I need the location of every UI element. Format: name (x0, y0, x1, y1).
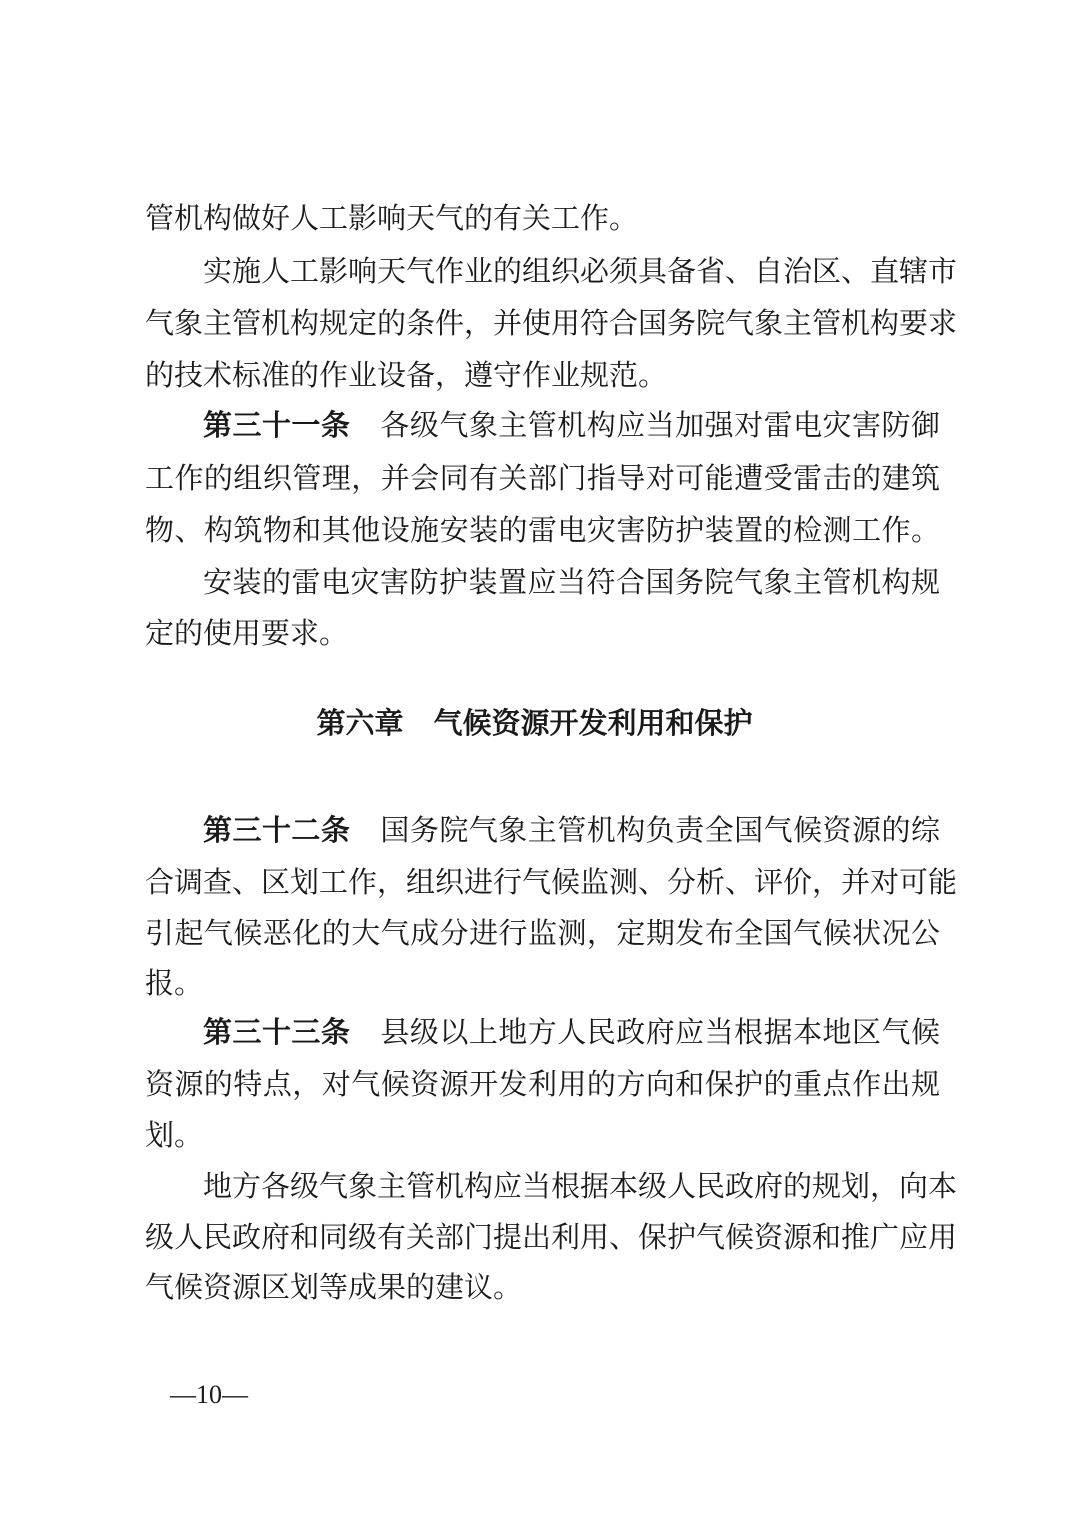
text-line: 引起气候恶化的大气成分进行监测，定期发布全国气候状况公 (145, 916, 940, 950)
page-number: —10— (170, 1380, 248, 1409)
chapter-heading (0, 703, 1069, 743)
text-line: 的技术标准的作业设备，遵守作业规范。 (145, 358, 668, 392)
text-line: 地方各级气象主管机构应当根据本级人民政府的规划，向本 (203, 1169, 958, 1203)
text-line: 气候资源区划等成果的建议。 (145, 1270, 523, 1304)
text-line: 合调查、区划工作，组织进行气候监测、分析、评价，并对可能 (145, 865, 958, 899)
article-33-line (203, 1012, 940, 1052)
text-line: 级人民政府和同级有关部门提出利用、保护气候资源和推广应用 (145, 1220, 958, 1254)
article-31-label: 第三十一条 (203, 408, 351, 442)
text-span: 县级以上地方人民政府应当根据本地区气候 (380, 1015, 940, 1049)
text-line: 安装的雷电灾害防护装置应当符合国务院气象主管机构规 (203, 565, 940, 599)
text-line: 报。 (145, 966, 204, 1000)
text-line: 物、构筑物和其他设施安装的雷电灾害防护装置的检测工作。 (145, 513, 940, 547)
text-line: 工作的组织管理，并会同有关部门指导对可能遭受雷击的建筑 (145, 461, 940, 495)
text-line: 定的使用要求。 (145, 616, 349, 650)
article-33-label: 第三十三条 (203, 1015, 351, 1049)
article-32-label: 第三十二条 (203, 813, 351, 847)
text-span: 国务院气象主管机构负责全国气候资源的综 (380, 813, 940, 847)
article-31-line (203, 405, 940, 445)
chapter-label: 第六章 (316, 706, 404, 740)
text-line: 气象主管机构规定的条件，并使用符合国务院气象主管机构要求 (145, 306, 958, 340)
text-line: 管机构做好人工影响天气的有关工作。 (145, 201, 639, 235)
chapter-title: 气候资源开发利用和保护 (433, 706, 753, 740)
text-line: 划。 (145, 1118, 204, 1152)
text-line: 资源的特点，对气候资源开发利用的方向和保护的重点作出规 (145, 1067, 940, 1101)
text-span: 各级气象主管机构应当加强对雷电灾害防御 (380, 408, 940, 442)
text-line: 实施人工影响天气作业的组织必须具备省、自治区、直辖市 (203, 254, 958, 288)
article-32-line (203, 810, 940, 850)
